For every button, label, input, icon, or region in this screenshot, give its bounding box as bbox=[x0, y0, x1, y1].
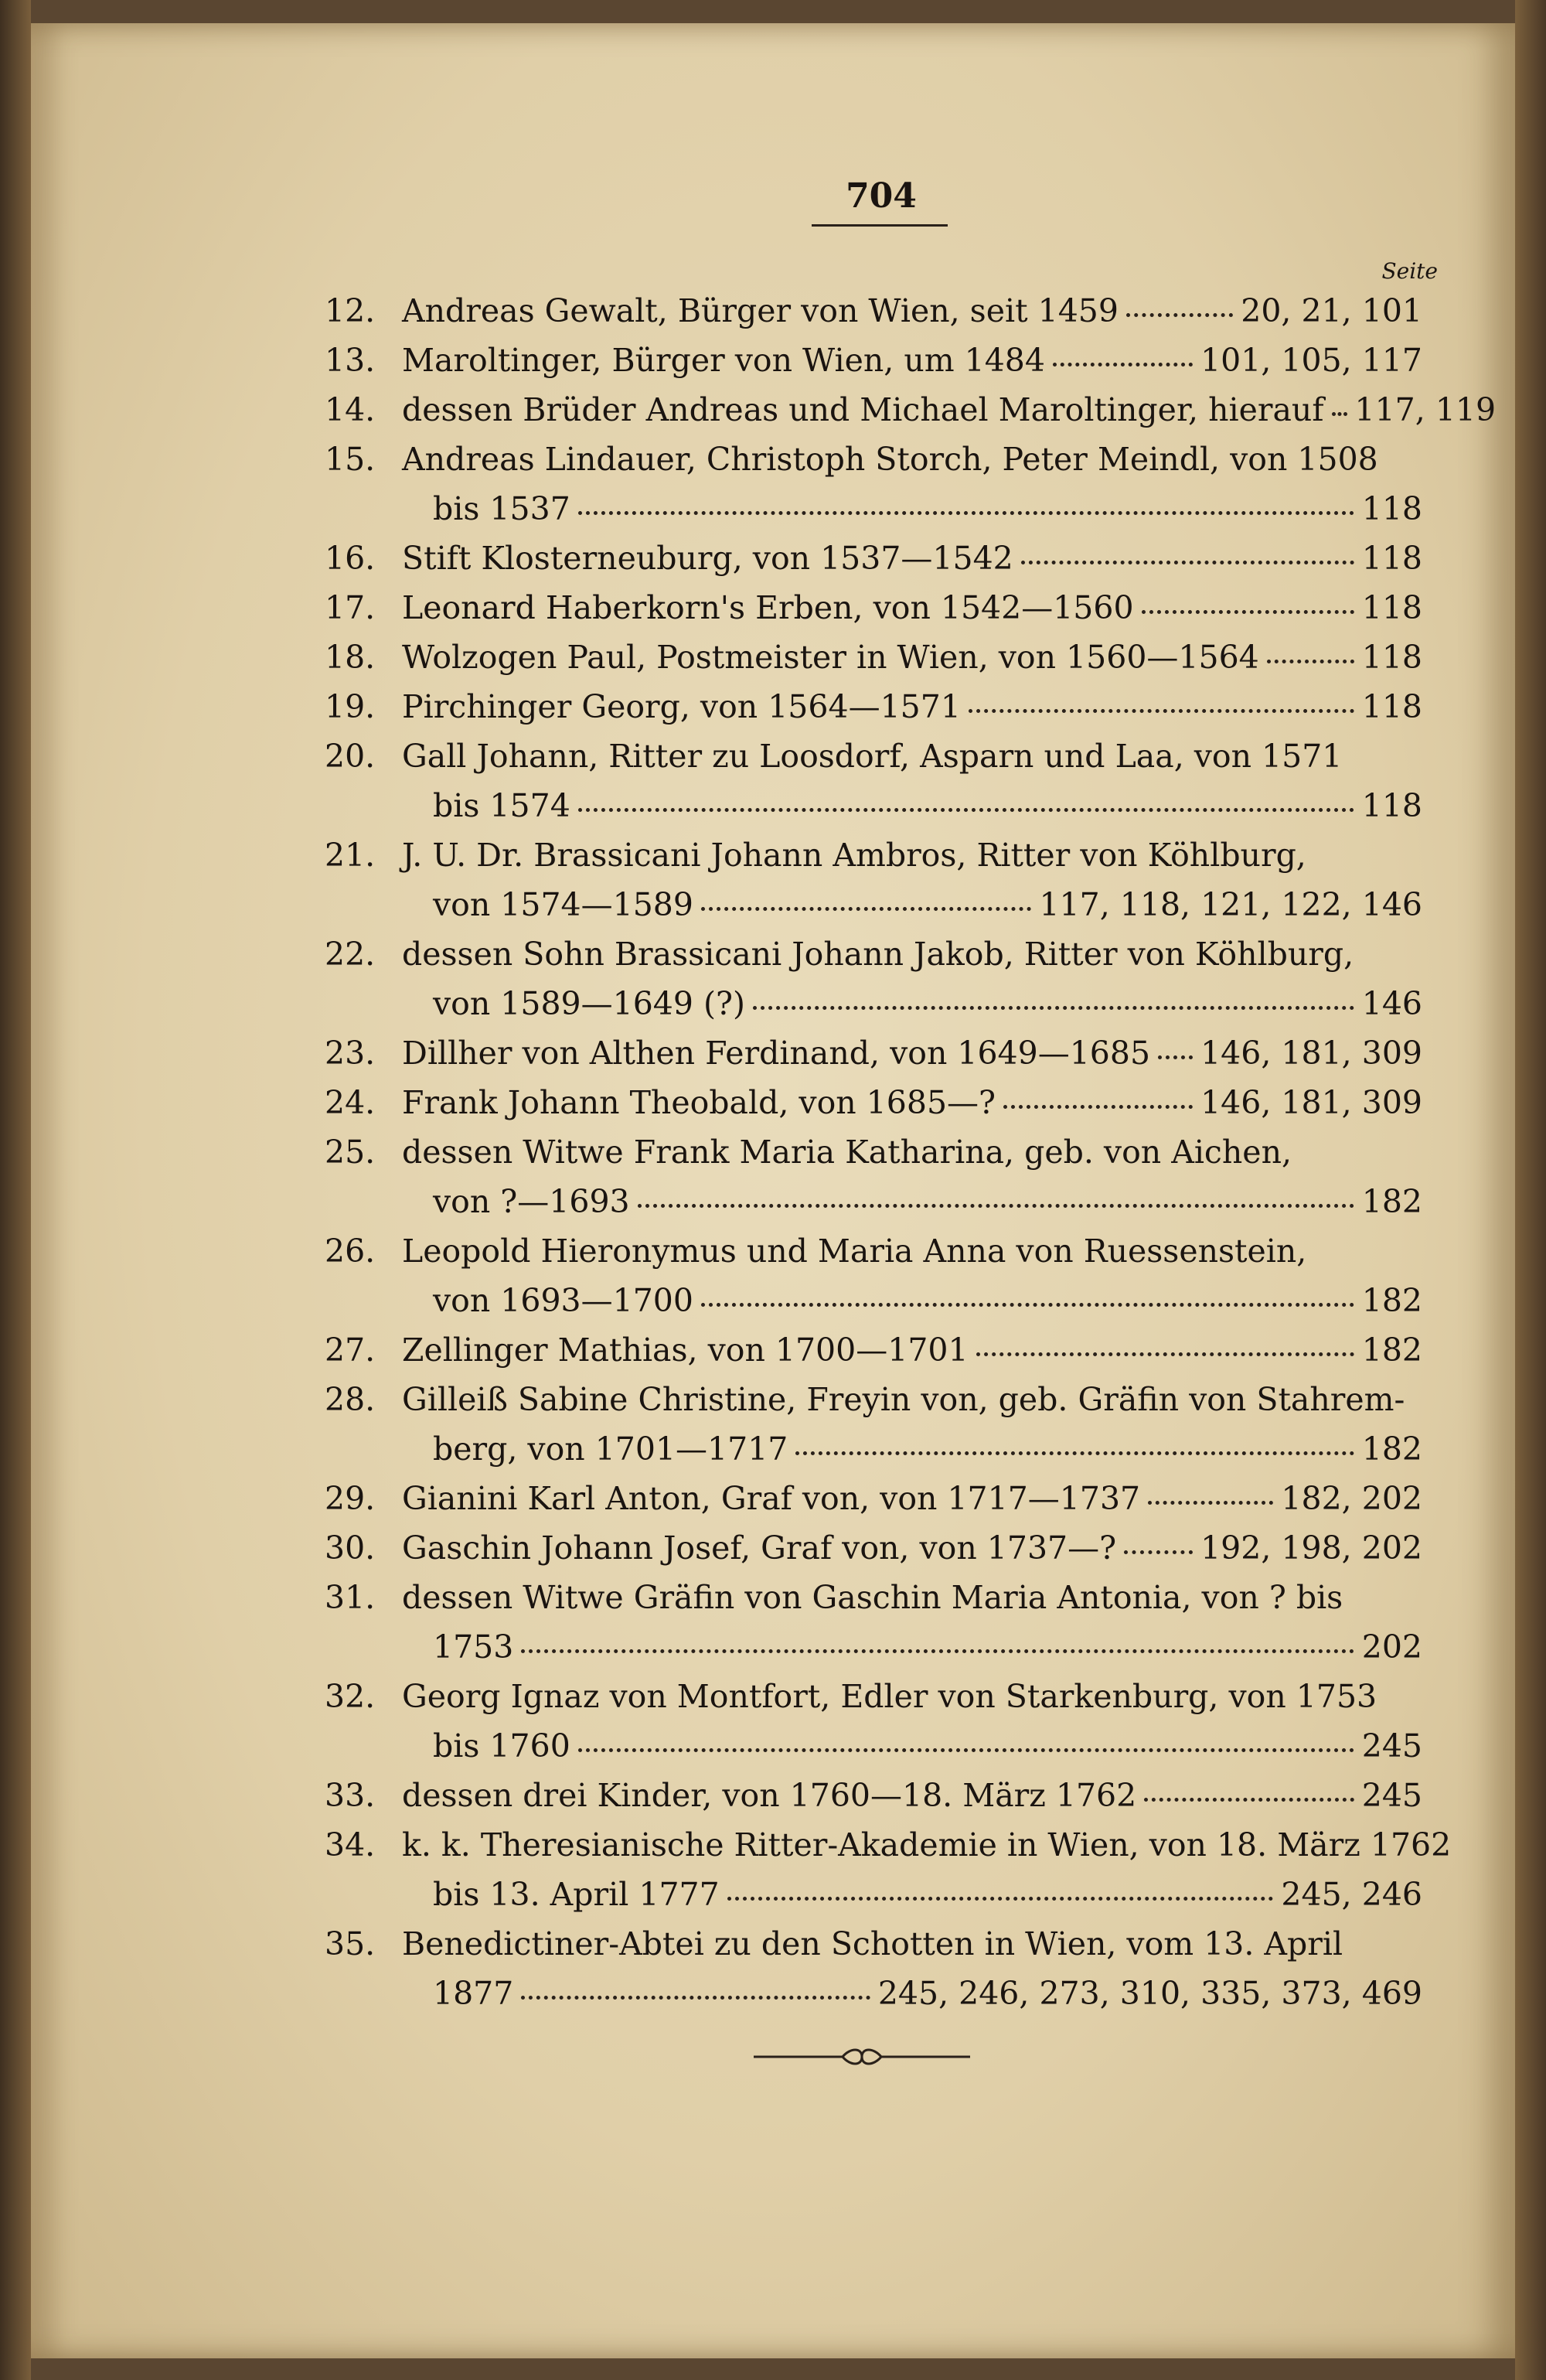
entry-line bbox=[325, 633, 1422, 682]
index-entry bbox=[325, 1226, 1422, 1325]
entry-line bbox=[325, 1028, 1422, 1078]
entry-line bbox=[325, 1127, 1422, 1177]
index-entry bbox=[325, 583, 1422, 633]
page-edge bbox=[1515, 0, 1546, 2380]
index-entry bbox=[325, 534, 1422, 583]
entry-pages: 117, 118, 121, 122, 146 bbox=[1039, 886, 1422, 923]
entry-pages: 118 bbox=[1361, 490, 1422, 527]
entry-pages: 118 bbox=[1361, 589, 1422, 626]
leader-dots bbox=[1144, 1798, 1354, 1802]
entry-line bbox=[325, 979, 1422, 1028]
leader-dots bbox=[701, 1303, 1354, 1307]
leader-dots bbox=[753, 1006, 1354, 1010]
index-entry bbox=[325, 830, 1422, 929]
entry-pages: 118 bbox=[1361, 639, 1422, 676]
entry-line bbox=[325, 1474, 1422, 1523]
entry-pages: 192, 198, 202 bbox=[1200, 1529, 1422, 1567]
page-number-rule bbox=[812, 224, 948, 227]
entry-text: J. U. Dr. Brassicani Johann Ambros, Ritter von Köhlburg, bbox=[402, 837, 1306, 874]
index-entry bbox=[325, 731, 1422, 830]
entry-line bbox=[325, 1820, 1452, 1870]
entry-line bbox=[325, 286, 1422, 336]
entry-text: Stift Klosterneuburg, von 1537—1542 bbox=[402, 540, 1013, 577]
index-entry bbox=[325, 929, 1422, 1028]
entry-pages: 245, 246, 273, 310, 335, 373, 469 bbox=[877, 1975, 1422, 2012]
entry-line bbox=[325, 929, 1422, 979]
entry-text: Benedictiner-Abtei zu den Schotten in Wien, vom 13. April bbox=[402, 1925, 1343, 1962]
index-entry bbox=[325, 1771, 1422, 1820]
entry-number: 21. bbox=[325, 837, 376, 874]
entry-text: Pirchinger Georg, von 1564—1571 bbox=[402, 688, 961, 725]
entry-pages: 118 bbox=[1361, 540, 1422, 577]
leader-dots bbox=[701, 907, 1031, 911]
entry-pages: 245, 246 bbox=[1281, 1876, 1422, 1913]
entry-line bbox=[325, 1870, 1422, 1919]
entry-text: Andreas Gewalt, Bürger von Wien, seit 1459 bbox=[402, 292, 1119, 329]
entry-number: 19. bbox=[325, 688, 376, 725]
entry-text: Wolzogen Paul, Postmeister in Wien, von 1560—1564 bbox=[402, 639, 1259, 676]
entry-pages: 146, 181, 309 bbox=[1200, 1035, 1422, 1072]
entry-number: 33. bbox=[325, 1777, 376, 1814]
entry-text: Zellinger Mathias, von 1700—1701 bbox=[402, 1332, 969, 1369]
entry-line bbox=[325, 1375, 1422, 1424]
entry-text: von 1574—1589 bbox=[433, 886, 693, 923]
entry-pages: 182, 202 bbox=[1281, 1480, 1422, 1517]
ornament-divider bbox=[750, 2041, 974, 2072]
entry-number: 16. bbox=[325, 540, 376, 577]
entry-pages: 118 bbox=[1361, 787, 1422, 824]
entry-line bbox=[325, 1573, 1422, 1622]
index-entry bbox=[325, 435, 1422, 534]
leader-dots bbox=[521, 1996, 870, 2000]
entry-text: bis 1760 bbox=[433, 1727, 570, 1765]
leader-dots bbox=[1158, 1055, 1193, 1059]
entry-pages: 182 bbox=[1361, 1430, 1422, 1468]
leader-dots bbox=[638, 1204, 1354, 1208]
index-entry bbox=[325, 1078, 1422, 1127]
leader-dots bbox=[795, 1451, 1354, 1455]
entry-line bbox=[325, 1424, 1422, 1474]
entry-text: von 1693—1700 bbox=[433, 1282, 693, 1319]
leader-dots bbox=[578, 1748, 1354, 1752]
entry-text: dessen Witwe Gräfin von Gaschin Maria Antonia, von ? bis bbox=[402, 1579, 1343, 1616]
entry-line bbox=[325, 583, 1422, 633]
entry-number: 17. bbox=[325, 589, 376, 626]
index-entry bbox=[325, 1028, 1422, 1078]
entry-text: Leonard Haberkorn's Erben, von 1542—1560 bbox=[402, 589, 1134, 626]
index-entry bbox=[325, 286, 1422, 336]
entry-pages: 101, 105, 117 bbox=[1200, 342, 1422, 379]
entry-number: 18. bbox=[325, 639, 376, 676]
entry-text: 1877 bbox=[433, 1975, 514, 2012]
entry-text: Gilleiß Sabine Christine, Freyin von, geb. Gräfin von Stahrem- bbox=[402, 1381, 1405, 1418]
entry-pages: 182 bbox=[1361, 1282, 1422, 1319]
leader-dots bbox=[1142, 610, 1354, 614]
entry-number: 13. bbox=[325, 342, 376, 379]
entry-text: Georg Ignaz von Montfort, Edler von Starkenburg, von 1753 bbox=[402, 1678, 1377, 1715]
leader-dots bbox=[1003, 1105, 1193, 1109]
book-spine-shadow bbox=[0, 0, 31, 2380]
entry-text: k. k. Theresianische Ritter-Akademie in Wien, von 18. März 1762 bbox=[402, 1826, 1452, 1863]
entry-line bbox=[325, 1078, 1422, 1127]
entry-line bbox=[325, 534, 1422, 583]
entry-text: von ?—1693 bbox=[433, 1183, 630, 1220]
index-entry bbox=[325, 633, 1422, 682]
index-entry bbox=[325, 1375, 1422, 1474]
entry-text: Dillher von Althen Ferdinand, von 1649—1685 bbox=[402, 1035, 1151, 1072]
index-entry bbox=[325, 385, 1497, 435]
page-number: 704 bbox=[846, 176, 917, 216]
entry-text: bis 13. April 1777 bbox=[433, 1876, 720, 1913]
entry-line bbox=[325, 1523, 1422, 1573]
entry-number: 23. bbox=[325, 1035, 376, 1072]
entry-line bbox=[325, 1325, 1422, 1375]
index-entry bbox=[325, 336, 1422, 385]
entry-text: dessen Brüder Andreas und Michael Maroltinger, hierauf bbox=[402, 391, 1324, 428]
entry-number: 35. bbox=[325, 1925, 376, 1962]
entry-number: 15. bbox=[325, 441, 376, 478]
entry-line bbox=[325, 1672, 1422, 1721]
entry-text: Maroltinger, Bürger von Wien, um 1484 bbox=[402, 342, 1045, 379]
leader-dots bbox=[727, 1897, 1274, 1901]
index-entry bbox=[325, 1573, 1422, 1672]
entry-number: 12. bbox=[325, 292, 376, 329]
entry-number: 26. bbox=[325, 1233, 376, 1270]
index-entry bbox=[325, 1127, 1422, 1226]
leader-dots bbox=[969, 709, 1354, 713]
entry-text: berg, von 1701—1717 bbox=[433, 1430, 788, 1468]
leader-dots bbox=[1267, 660, 1354, 663]
entry-line bbox=[325, 1226, 1422, 1276]
entry-number: 27. bbox=[325, 1332, 376, 1369]
leader-dots bbox=[1053, 363, 1193, 367]
entry-line bbox=[325, 336, 1422, 385]
entry-number: 30. bbox=[325, 1529, 376, 1567]
entry-number: 22. bbox=[325, 936, 376, 973]
entry-line bbox=[325, 1919, 1422, 1969]
entry-number: 20. bbox=[325, 738, 376, 775]
entry-text: dessen Sohn Brassicani Johann Jakob, Ritter von Köhlburg, bbox=[402, 936, 1354, 973]
entry-line bbox=[325, 435, 1422, 484]
entry-number: 25. bbox=[325, 1134, 376, 1171]
entry-pages: 182 bbox=[1361, 1183, 1422, 1220]
entry-number: 24. bbox=[325, 1084, 376, 1121]
index-entry bbox=[325, 1523, 1422, 1573]
entry-text: Gall Johann, Ritter zu Loosdorf, Asparn und Laa, von 1571 bbox=[402, 738, 1343, 775]
entry-pages: 146 bbox=[1361, 985, 1422, 1022]
entry-pages: 245 bbox=[1361, 1777, 1422, 1814]
leader-dots bbox=[1126, 313, 1233, 317]
leader-dots bbox=[1124, 1550, 1193, 1554]
index-entry bbox=[325, 1820, 1452, 1919]
entry-line bbox=[325, 781, 1422, 830]
entry-number: 34. bbox=[325, 1826, 376, 1863]
leader-dots bbox=[976, 1352, 1354, 1356]
entry-text: bis 1574 bbox=[433, 787, 570, 824]
entry-number: 32. bbox=[325, 1678, 376, 1715]
entry-pages: 20, 21, 101 bbox=[1241, 292, 1422, 329]
entry-text: Andreas Lindauer, Christoph Storch, Peter Meindl, von 1508 bbox=[402, 441, 1378, 478]
entry-text: Leopold Hieronymus und Maria Anna von Ruessenstein, bbox=[402, 1233, 1307, 1270]
entry-pages: 182 bbox=[1361, 1332, 1422, 1369]
leader-dots bbox=[578, 511, 1354, 515]
entry-number: 29. bbox=[325, 1480, 376, 1517]
index-entry bbox=[325, 1325, 1422, 1375]
entry-line bbox=[325, 1771, 1422, 1820]
entry-text: von 1589—1649 (?) bbox=[433, 985, 745, 1022]
entry-line bbox=[325, 1969, 1422, 2018]
entry-line bbox=[325, 1622, 1422, 1672]
entry-list bbox=[325, 286, 1497, 2018]
entry-text: Frank Johann Theobald, von 1685—? bbox=[402, 1084, 996, 1121]
entry-line bbox=[325, 682, 1422, 731]
entry-line bbox=[325, 731, 1422, 781]
entry-pages: 202 bbox=[1361, 1628, 1422, 1666]
column-label: Seite bbox=[1381, 258, 1438, 284]
entry-line bbox=[325, 385, 1497, 435]
entry-number: 31. bbox=[325, 1579, 376, 1616]
entry-line bbox=[325, 484, 1422, 534]
leader-dots bbox=[1021, 561, 1354, 564]
entry-text: Gianini Karl Anton, Graf von, von 1717—1737 bbox=[402, 1480, 1141, 1517]
entry-line bbox=[325, 830, 1422, 880]
entry-line bbox=[325, 1177, 1422, 1226]
entry-number: 14. bbox=[325, 391, 376, 428]
index-entry bbox=[325, 1672, 1422, 1771]
entry-pages: 245 bbox=[1361, 1727, 1422, 1765]
leader-dots bbox=[521, 1649, 1354, 1653]
entry-pages: 146, 181, 309 bbox=[1200, 1084, 1422, 1121]
entry-text: bis 1537 bbox=[433, 490, 570, 527]
entry-line bbox=[325, 1276, 1422, 1325]
entry-pages: 118 bbox=[1361, 688, 1422, 725]
leader-dots bbox=[578, 808, 1354, 812]
entry-text: dessen drei Kinder, von 1760—18. März 1762 bbox=[402, 1777, 1137, 1814]
leader-dots bbox=[1148, 1501, 1273, 1505]
leader-dots bbox=[1332, 412, 1347, 416]
entry-line bbox=[325, 880, 1422, 929]
entry-pages: 117, 119 bbox=[1354, 391, 1497, 428]
entry-text: 1753 bbox=[433, 1628, 514, 1666]
entry-number: 28. bbox=[325, 1381, 376, 1418]
index-entry bbox=[325, 1474, 1422, 1523]
entry-line bbox=[325, 1721, 1422, 1771]
entry-text: Gaschin Johann Josef, Graf von, von 1737—? bbox=[402, 1529, 1117, 1567]
entry-text: dessen Witwe Frank Maria Katharina, geb. von Aichen, bbox=[402, 1134, 1292, 1171]
index-entry bbox=[325, 1919, 1422, 2018]
index-entry bbox=[325, 682, 1422, 731]
